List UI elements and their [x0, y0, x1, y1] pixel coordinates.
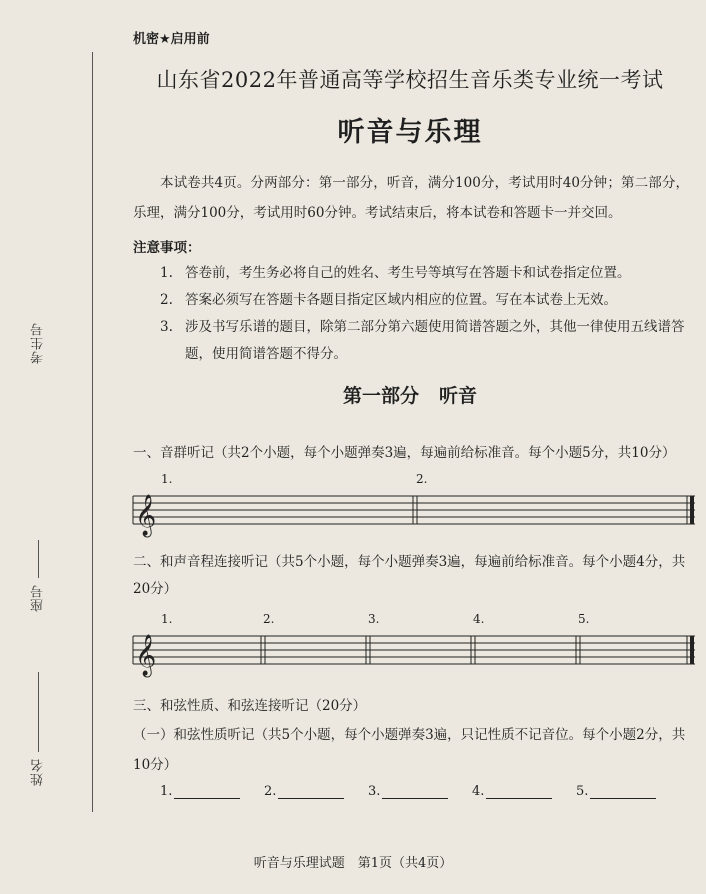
student-id-label: 考生号	[30, 322, 46, 364]
blank-number: 2.	[264, 784, 277, 799]
intro-paragraph: 本试卷共4页。分两部分：第一部分，听音，满分100分，考试用时40分钟；第二部分，乐理，满分100分，考试用时60分钟。考试结束后，将本试卷和答题卡一并交回。	[133, 175, 689, 221]
page-footer: 听音与乐理试题 第1页（共4页）	[253, 856, 453, 871]
part1-heading	[110, 381, 706, 408]
staff-measure-number: 2.	[416, 472, 428, 486]
staff-measure-number: 4.	[473, 612, 485, 626]
notice-item	[160, 287, 695, 314]
seat-field	[28, 540, 48, 612]
name-underline	[38, 672, 39, 752]
notice-item	[160, 314, 695, 368]
staff-measure-number: 1.	[161, 612, 173, 626]
question-2-prompt: 二、和声音程连接听记（共5个小题，每个小题弹奏3遍，每遍前给标准音。每个小题4分，共20分）	[133, 554, 686, 597]
question-3-prompt: 三、和弦性质、和弦连接听记（20分）	[133, 698, 367, 714]
part1-subtitle: 听音	[439, 385, 478, 407]
answer-blank[interactable]	[576, 784, 656, 799]
subject-title: 听音与乐理	[337, 117, 483, 148]
blank-number: 1.	[160, 784, 173, 799]
notice-text: 涉及书写乐谱的题目，除第二部分第六题使用简谱答题之外，其他一律使用五线谱答题，使用简谱答题不得分。	[185, 319, 685, 362]
exam-title: 山东省2022年普通高等学校招生音乐类专业统一考试	[156, 68, 664, 92]
notice-text: 答案必须写在答题卡各题目指定区域内相应的位置。写在本试卷上无效。	[185, 292, 617, 308]
staff-measure-number: 2.	[263, 612, 275, 626]
seat-underline	[38, 540, 39, 578]
blank-number: 4.	[472, 784, 485, 799]
answer-blank[interactable]	[264, 784, 344, 799]
q2-answer-staff	[133, 612, 695, 676]
staff-measure-number: 3.	[368, 612, 380, 626]
blank-number: 5.	[576, 784, 589, 799]
name-field	[28, 672, 48, 786]
blank-line	[174, 784, 240, 799]
blank-line	[590, 784, 656, 799]
staff-measure-number: 1.	[161, 472, 173, 486]
answer-blank[interactable]	[472, 784, 552, 799]
q1-answer-staff	[133, 472, 695, 536]
notice-number: 3.	[160, 319, 173, 335]
staff-measure-number: 5.	[578, 612, 590, 626]
staff-lines-svg	[133, 494, 695, 536]
question-1-prompt: 一、音群听记（共2个小题，每个小题弹奏3遍，每遍前给标准音。每个小题5分，共10分）	[133, 445, 676, 461]
blank-line	[278, 784, 344, 799]
notice-number: 1.	[160, 265, 173, 281]
treble-clef-icon: 𝄞	[135, 635, 157, 676]
part1-title: 第一部分	[342, 385, 419, 407]
seat-label: 座号	[30, 584, 46, 612]
name-label: 姓名	[30, 758, 46, 786]
treble-clef-icon: 𝄞	[135, 495, 157, 536]
answer-blank[interactable]	[160, 784, 240, 799]
notice-heading: 注意事项：	[133, 240, 201, 256]
blank-line	[486, 784, 552, 799]
staff-lines-svg	[133, 634, 695, 676]
notice-item	[160, 260, 695, 287]
question-3-1-prompt: （一）和弦性质听记（共5个小题，每个小题弹奏3遍，只记性质不记音位。每个小题2分，共10分）	[133, 727, 686, 773]
answer-blank[interactable]	[368, 784, 448, 799]
notice-number: 2.	[160, 292, 173, 308]
notice-text: 答卷前，考生务必将自己的姓名、考生号等填写在答题卡和试卷指定位置。	[185, 265, 631, 281]
chord-answer-blanks	[160, 784, 680, 806]
blank-number: 3.	[368, 784, 381, 799]
blank-line	[382, 784, 448, 799]
notice-list	[160, 260, 695, 368]
binding-margin-line	[92, 52, 93, 812]
confidential-mark: 机密★启用前	[133, 32, 210, 47]
student-id-field	[28, 322, 48, 364]
